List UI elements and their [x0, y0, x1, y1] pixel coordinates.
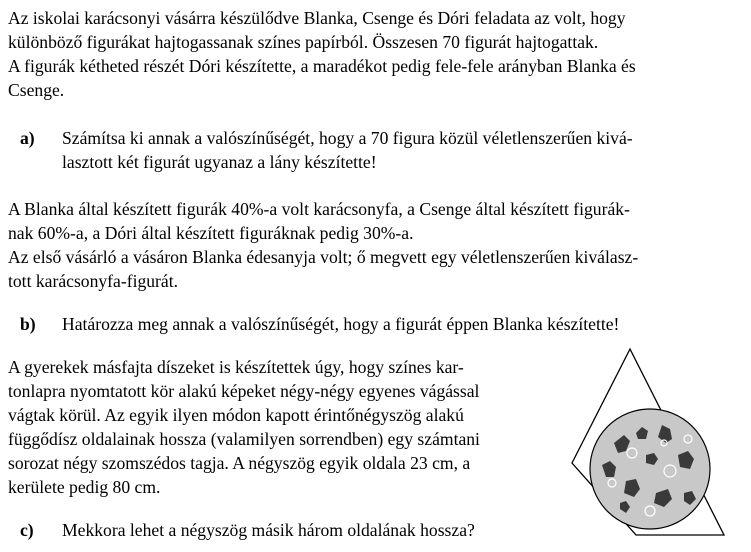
text-line: nak 60%-a, a Dóri által készített figuráknak pedig 30%-a. [8, 223, 414, 243]
context-c-paragraph [8, 355, 548, 499]
text-line: Mekkora lehet a négyszög másik három oldalának hossza? [62, 520, 475, 540]
text-line: különböző figurákat hajtogassanak színes papírból. Összesen 70 figurát hajtogattak. [8, 32, 599, 52]
text-line: Az iskolai karácsonyi vásárra készülődve Blanka, Csenge és Dóri feladata az volt, hogy [8, 8, 626, 28]
text-line: Határozza meg annak a valószínűségét, hogy a figurát éppen Blanka készítette! [62, 314, 620, 334]
context-b-paragraph [8, 197, 718, 293]
text-line: tonlapra nyomtatott kör alakú képeket négy-négy egyenes vágással [8, 381, 480, 401]
text-line: A gyerekek másfajta díszeket is készítettek úgy, hogy színes kar- [8, 357, 464, 377]
text-line: Az első vásárló a vásáron Blanka édesanyja volt; ő megvett egy véletlenszerűen kiválasz- [8, 247, 639, 267]
text-line: kerülete pedig 80 cm. [8, 477, 161, 497]
text-line: tott karácsonyfa-figurát. [8, 271, 179, 291]
text-line: Számítsa ki annak a valószínűségét, hogy a 70 figura közül véletlenszerűen kivá- [62, 128, 633, 148]
tangential-quadrilateral-figure [566, 343, 736, 543]
text-line: lasztott két figurát ugyanaz a lány készítette! [62, 152, 377, 172]
text-line: vágtak körül. Az egyik ilyen módon kapott érintőnégyszög alakú [8, 405, 464, 425]
question-text [62, 518, 475, 542]
intro-paragraph [8, 6, 718, 102]
text-line: A Blanka által készített figurák 40%-a volt karácsonyfa, a Csenge által készített figurák- [8, 199, 630, 219]
text-line: Csenge. [8, 80, 65, 100]
question-text [62, 126, 633, 174]
question-label: a) [20, 128, 35, 148]
question-text [62, 312, 619, 336]
text-line: függődísz oldalainak hossza (valamilyen sorrendben) egy számtani [8, 429, 480, 449]
text-line: sorozat négy szomszédos tagja. A négyszög egyik oldala 23 cm, a [8, 453, 471, 473]
question-label: c) [20, 520, 34, 540]
question-label: b) [20, 314, 36, 334]
text-line: A figurák kétheted részét Dóri készítette, a maradékot pedig fele-fele arányban Blanka és [8, 56, 636, 76]
